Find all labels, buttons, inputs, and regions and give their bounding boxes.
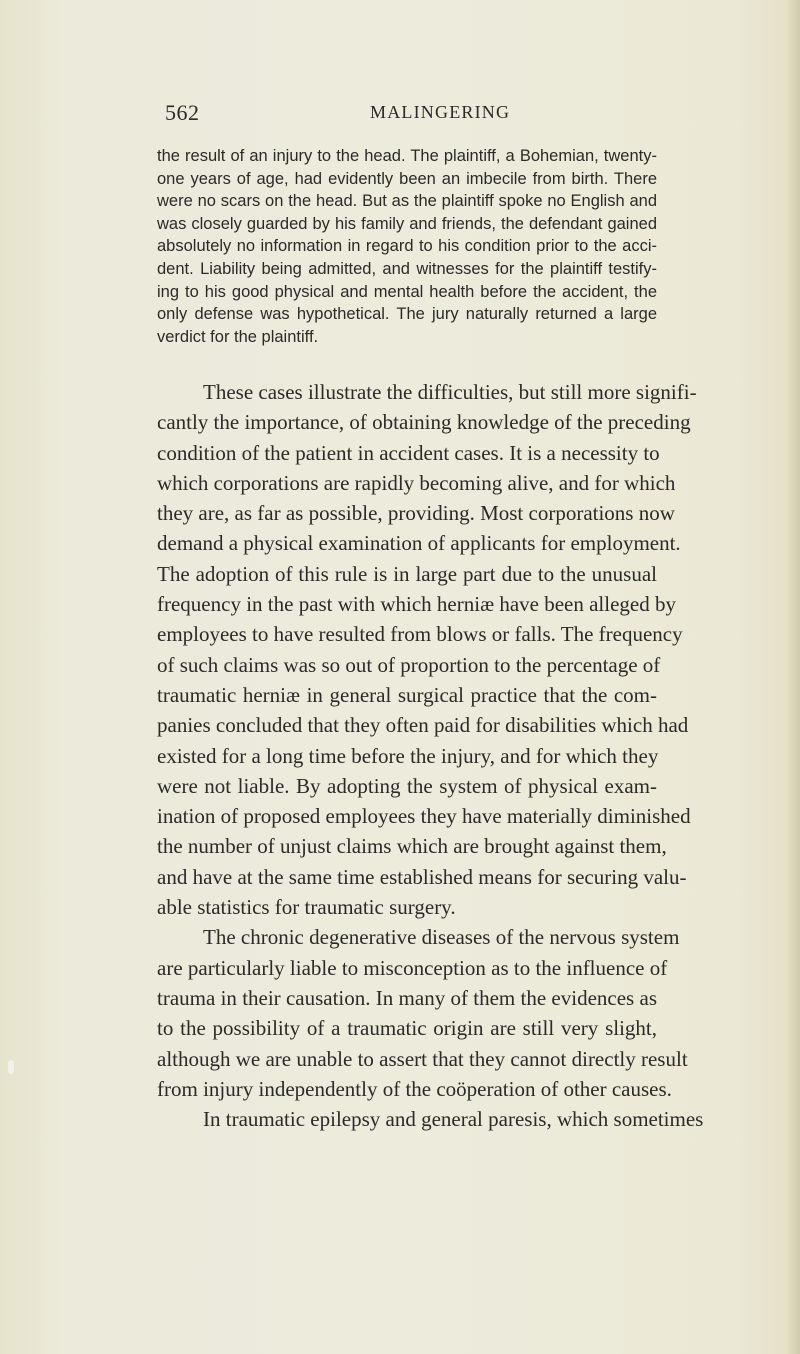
text-line: trauma in their causation. In many of them the evidences as [157,985,657,1010]
text-line: absolutely no information in regard to his condition prior to the acci- [157,237,657,256]
text-line: frequency in the past with which herniæ have been alleged by [157,592,676,617]
text-line: In traumatic epilepsy and general paresis, which sometimes [203,1107,704,1132]
text-line: panies concluded that they often paid for disabilities which had [157,713,689,738]
text-line: dent. Liability being admitted, and witnesses for the plaintiff testify- [157,259,657,278]
text-line: and have at the same time established means for securing valu- [157,864,687,889]
text-line: were no scars on the head. But as the plaintiff spoke no English and [157,192,657,211]
text-line: one years of age, had evidently been an imbecile from birth. There [157,169,657,188]
text-line: The adoption of this rule is in large part due to the unusual [157,561,657,586]
text-line: The chronic degenerative diseases of the nervous system [203,925,680,950]
text-line: cantly the importance, of obtaining knowledge of the preceding [157,410,691,435]
text-line: of such claims was so out of proportion to the percentage of [157,652,661,677]
text-line: verdict for the plaintiff. [157,327,319,346]
text-line: to the possibility of a traumatic origin are still very slight, [157,1016,657,1041]
text-line: existed for a long time before the injury, and for which they [157,743,659,768]
small-print-paragraph [157,145,657,348]
text-line: they are, as far as possible, providing. Most corporations now [157,501,675,526]
text-line: These cases illustrate the difficulties, but still more signifi- [203,380,697,404]
body-text [157,377,704,1134]
text-line: although we are unable to assert that they cannot directly result [157,1046,688,1071]
page-number: 562 [165,100,200,125]
text-line: able statistics for traumatic surgery. [157,895,456,920]
text-line: are particularly liable to misconception as to the influence of [157,955,668,980]
paragraph-corporations [157,377,697,922]
text-line: was closely guarded by his family and friends, the defendant gained [157,214,657,233]
text-line: ing to his good physical and mental health before the accident, the [157,282,657,301]
text-line: the number of unjust claims which are brought against them, [157,834,667,859]
running-head [165,100,645,130]
text-line: demand a physical examination of applicants for employment. [157,531,681,556]
text-line: only defense was hypothetical. The jury naturally returned a large [157,305,657,324]
chapter-title: MALINGERING [370,102,511,122]
page-edge-shadow [786,0,800,1354]
text-line: employees to have resulted from blows or falls. The frequency [157,622,683,647]
text-line: which corporations are rapidly becoming alive, and for which [157,470,676,495]
text-line: traumatic herniæ in general surgical practice that the com- [157,682,657,707]
text-line: from injury independently of the coöperation of other causes. [157,1076,672,1101]
text-line: condition of the patient in accident cases. It is a necessity to [157,440,660,465]
text-line: were not liable. By adopting the system of physical exam- [157,773,657,798]
paragraph-nervous-system [157,922,704,1134]
text-line: the result of an injury to the head. The plaintiff, a Bohemian, twenty- [157,147,657,165]
text-line: ination of proposed employees they have materially diminished [157,804,691,829]
paper-blemish [8,1060,14,1074]
